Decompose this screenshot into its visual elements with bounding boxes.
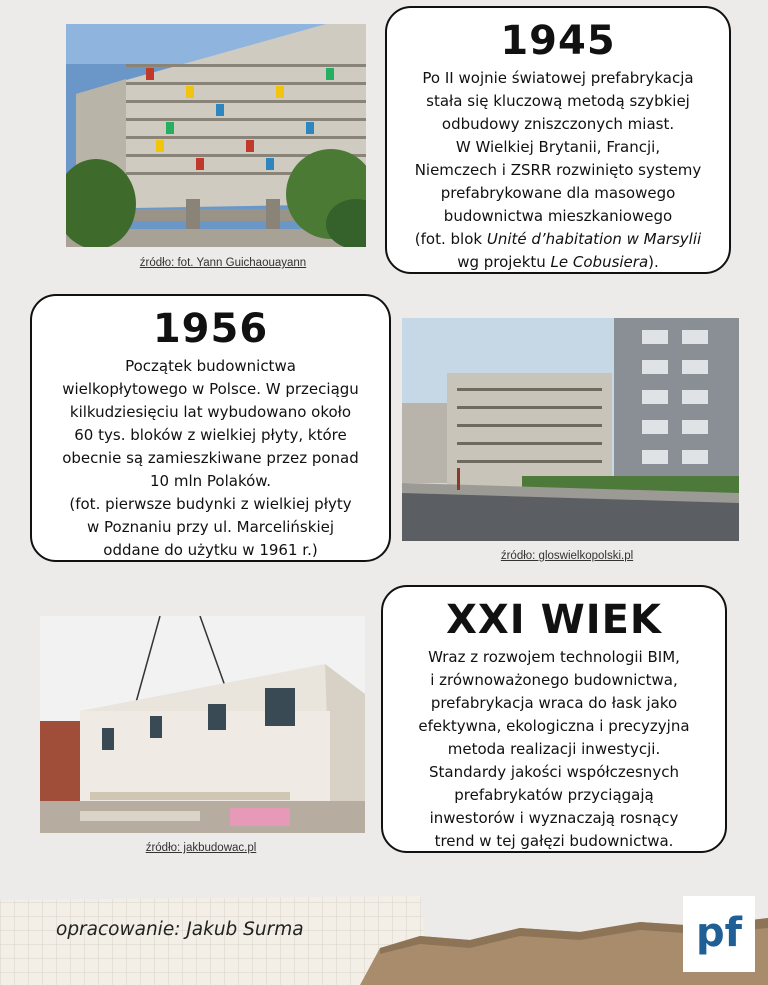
text-line: wielkopłytowego w Polsce. W przeciągu	[62, 380, 359, 398]
text-line	[395, 251, 721, 274]
year-heading: 1956	[152, 306, 269, 352]
photo-caption-1: źródło: fot. Yann Guichaouayann	[139, 257, 307, 269]
text-line: Standardy jakości współczesnych	[429, 763, 679, 781]
note-architect: Le Cobusiera	[550, 253, 649, 271]
text-line: Po II wojnie światowej prefabrykacja	[422, 69, 694, 87]
text-line: prefabrykowane dla masowego	[440, 184, 676, 202]
text-line: (fot. pierwsze budynki z wielkiej płyty	[69, 495, 352, 513]
text-line: Niemczech i ZSRR rozwinięto systemy	[414, 161, 702, 179]
text-line: stała się kluczową metodą szybkiej	[426, 92, 690, 110]
text-line: Początek budownictwa	[125, 357, 296, 375]
photo-poznan-blocks	[402, 318, 739, 541]
pf-logo	[683, 896, 755, 972]
photo-prefab-module	[40, 616, 365, 833]
text-line: Wraz z rozwojem technologii BIM,	[428, 648, 680, 666]
text-line: prefabrykatów przyciągają	[454, 786, 654, 804]
text-line: metoda realizacji inwestycji.	[447, 740, 661, 758]
text-line: efektywna, ekologiczna i precyzyjna	[418, 717, 690, 735]
photo-unite-habitation	[66, 24, 366, 247]
card-1945	[385, 6, 731, 274]
author-credit: opracowanie: Jakub Surma	[56, 919, 304, 940]
logo-text: pf	[695, 910, 743, 956]
card-1956	[30, 294, 391, 562]
text-line: trend w tej gałęzi budownictwa.	[434, 832, 674, 850]
text-line: W Wielkiej Brytanii, Francji,	[455, 138, 661, 156]
note-middle: wg projektu	[457, 253, 551, 271]
year-heading: XXI WIEK	[446, 597, 662, 643]
note-building-name: Unité d’habitation w Marsylii	[486, 230, 702, 248]
text-line: kilkudziesięciu lat wybudowano około	[69, 403, 352, 421]
text-line: obecnie są zamieszkiwane przez ponad	[62, 449, 359, 467]
text-line: inwestorów i wyznaczają rosnący	[429, 809, 679, 827]
note-prefix: (fot. blok	[414, 230, 487, 248]
text-line: budownictwa mieszkaniowego	[443, 207, 673, 225]
photo-caption-2: źródło: gloswielkopolski.pl	[500, 550, 634, 562]
text-line: prefabrykacja wraca do łask jako	[430, 694, 678, 712]
year-heading: 1945	[500, 18, 616, 64]
text-line: w Poznaniu przy ul. Marcelińskiej	[86, 518, 335, 536]
photo-caption-3: źródło: jakbudowac.pl	[145, 842, 257, 854]
card-xxi-wiek	[381, 585, 727, 853]
text-line: odbudowy zniszczonych miast.	[441, 115, 675, 133]
text-line: 60 tys. bloków z wielkiej płyty, które	[74, 426, 347, 444]
note-suffix: ).	[648, 253, 659, 271]
text-line	[395, 228, 721, 251]
text-line: oddane do użytku w 1961 r.)	[103, 541, 318, 559]
card-body	[395, 67, 721, 274]
card-body	[391, 646, 717, 853]
text-line: 10 mln Polaków.	[150, 472, 271, 490]
text-line: i zrównoważonego budownictwa,	[430, 671, 678, 689]
card-body	[40, 355, 381, 562]
